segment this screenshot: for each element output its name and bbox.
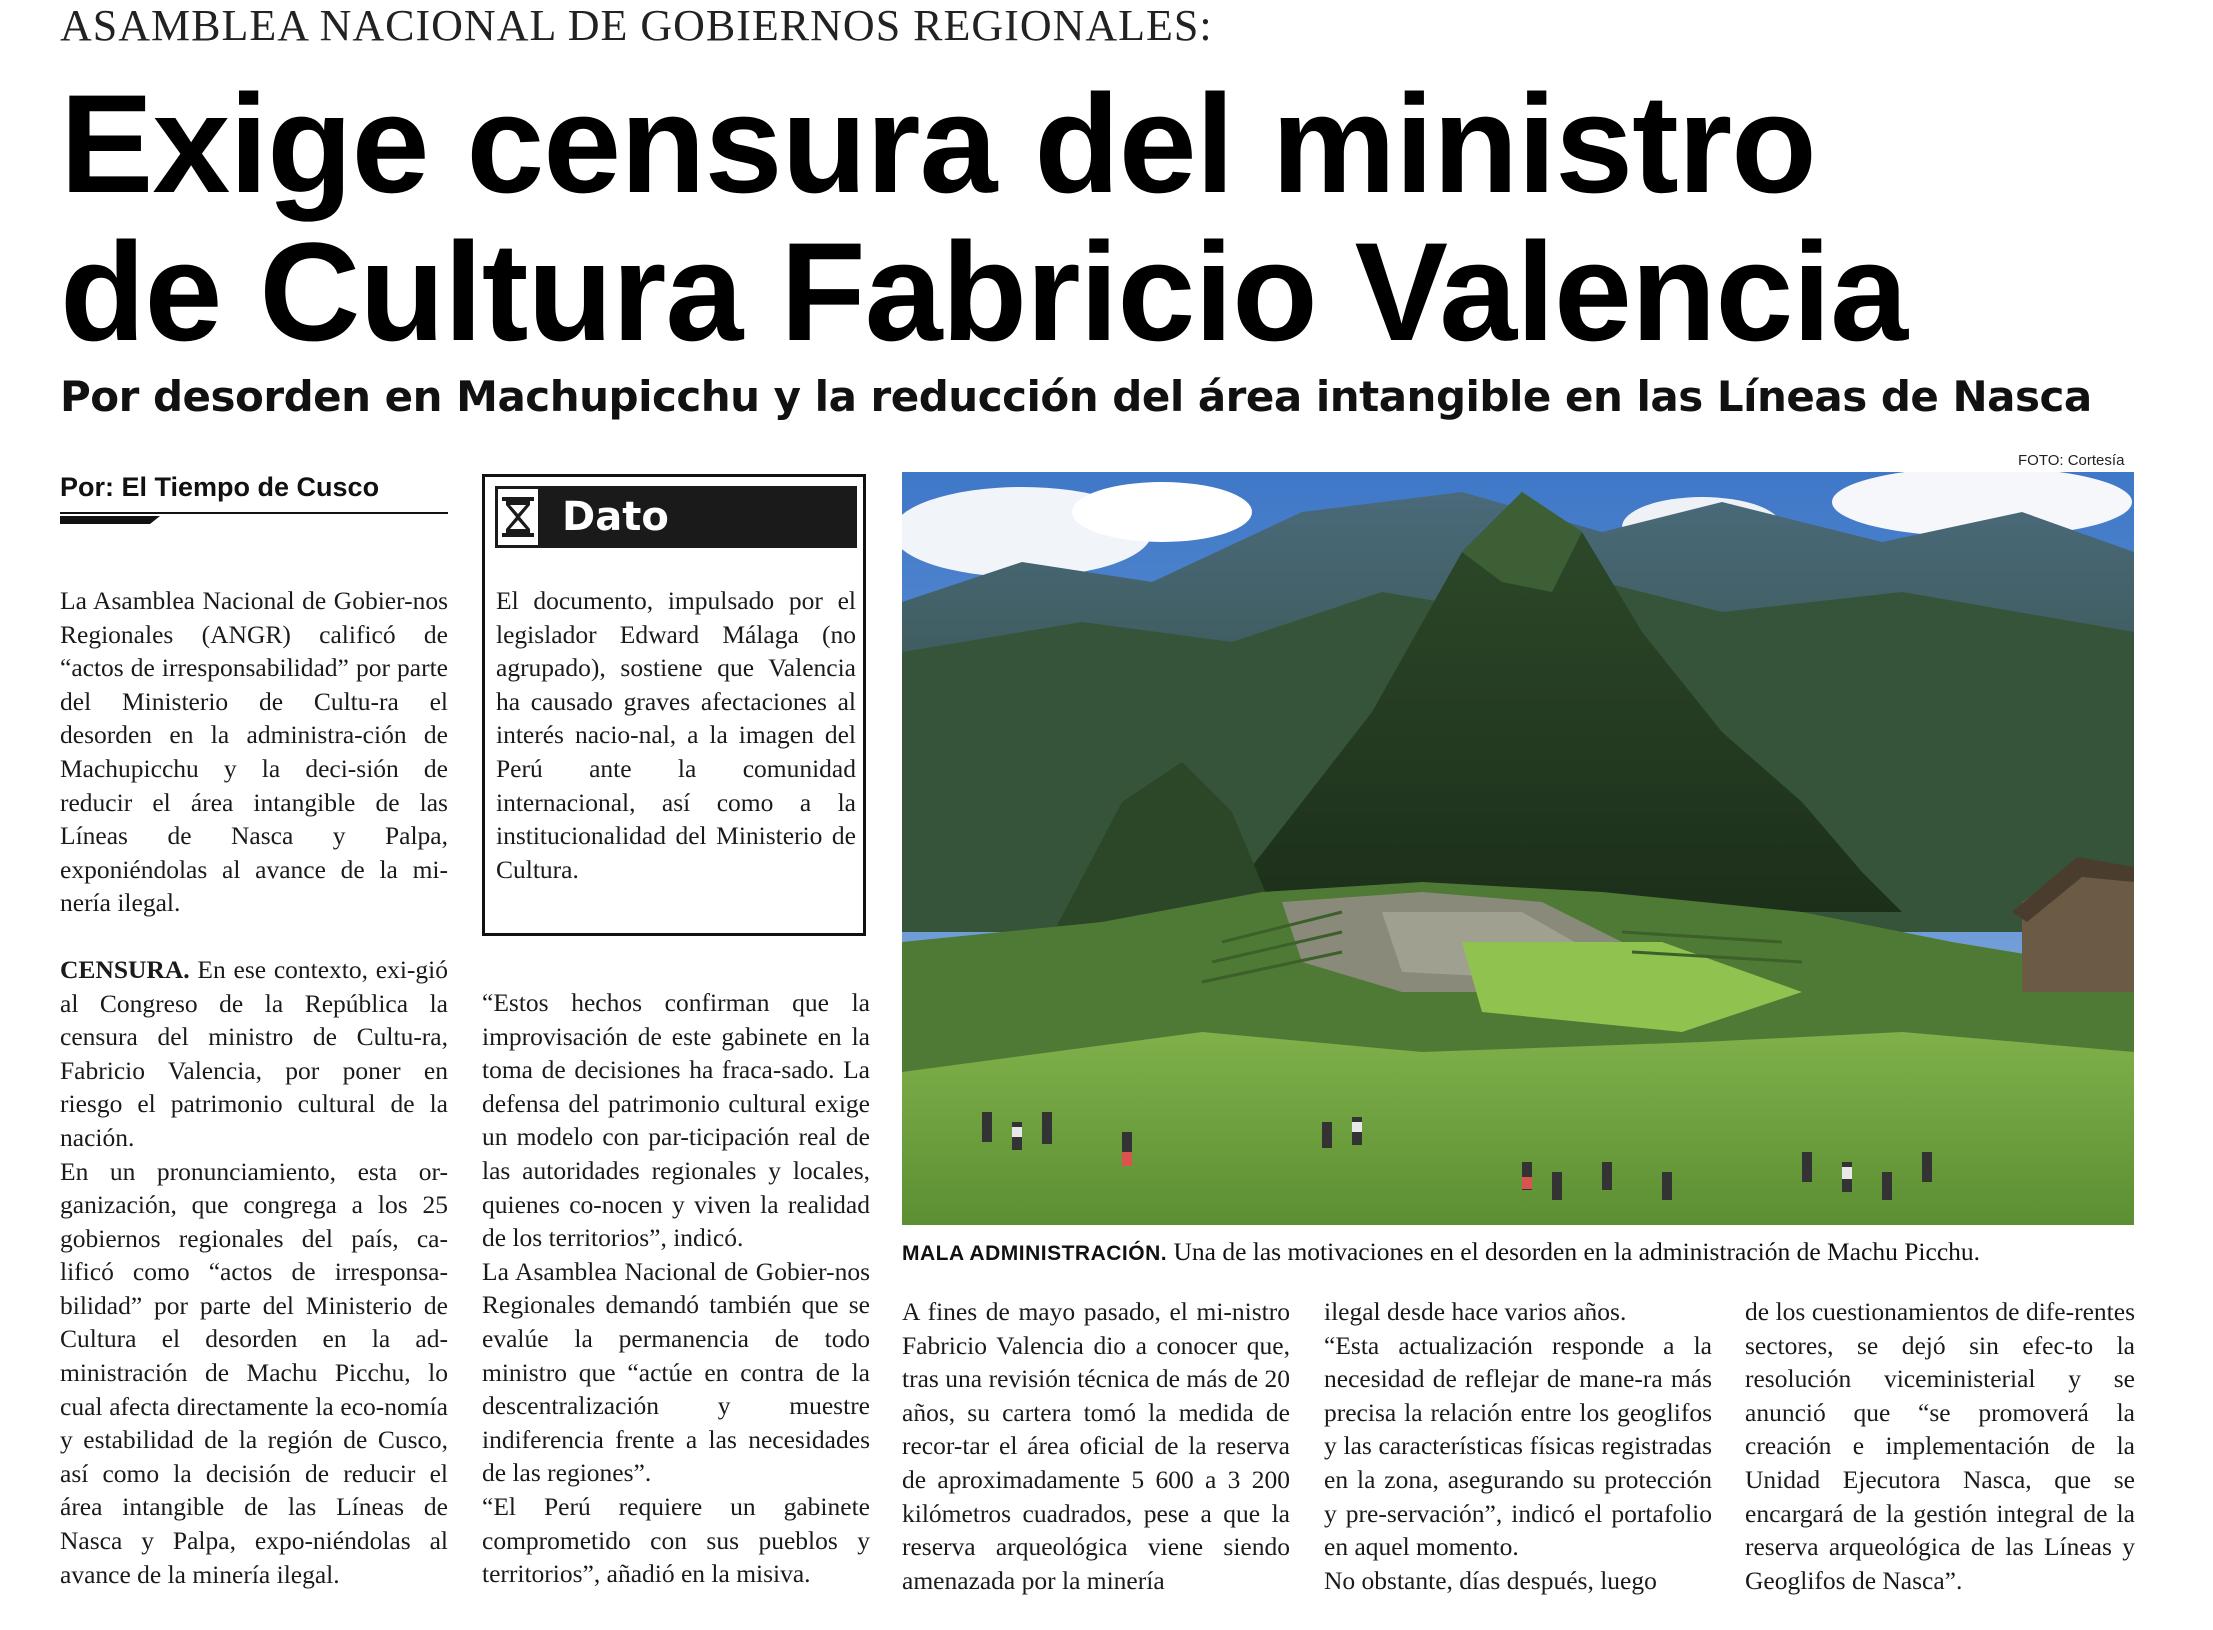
col1-paragraph-1: La Asamblea Nacional de Gobier-nos Regionales (ANGR) calificó de “actos de irresponsabilidad” por parte del Ministerio de Cultu-ra el desorden en la administra-ción de Machupicchu y la deci-sión de reducir el área intangible de las Líneas de Nasca y Palpa, exponiéndolas al avance de la mi-nería ilegal. xyxy=(60,586,448,918)
col4-paragraph-3: No obstante, días después, luego xyxy=(1324,1565,1657,1595)
col1-paragraph-2 xyxy=(60,953,448,1155)
col5-paragraph-1: de los cuestionamientos de dife-rentes sectores, se dejó sin efec-to la resolución viceministerial y se anunció que “se promoverá la creación e implementación de la Unidad Ejecutora Nasca, que se encargará de la gestión integral de la reserva arqueológica de las Líneas y Geoglifos de Nasca”. xyxy=(1745,1297,2135,1595)
caption-lead: MALA ADMINISTRACIÓN. xyxy=(902,1242,1168,1265)
column-2 xyxy=(482,986,870,1591)
article-headline xyxy=(60,65,1908,370)
caption-text: Una de las motivaciones en el desorden en la administración de Machu Picchu. xyxy=(1167,1237,1981,1266)
column-5 xyxy=(1745,1295,2135,1597)
article-kicker: ASAMBLEA NACIONAL DE GOBIERNOS REGIONALES: xyxy=(60,1,1213,50)
column-4 xyxy=(1324,1295,1712,1597)
col2-paragraph-2: La Asamblea Nacional de Gobier-nos Regionales demandó también que se evalúe la permanencia de todo ministro que “actúe en contra de la descentralización y muestre indiferencia frente a las necesidades de las regiones”. xyxy=(482,1256,870,1488)
dato-text: El documento, impulsado por el legislador Edward Málaga (no agrupado), sostiene que Valencia ha causado graves afectaciones al interés nacio-nal, a la imagen del Perú ante la comunidad internacional, así como a la institucionalidad del Ministerio de Cultura. xyxy=(496,586,856,884)
col4-paragraph-1: ilegal desde hace varios años. xyxy=(1324,1297,1627,1326)
dato-header-bar xyxy=(495,486,857,548)
col2-paragraph-3: “El Perú requiere un gabinete comprometido con sus pueblos y territorios”, añadió en la misiva. xyxy=(482,1491,870,1589)
article-byline: Por: El Tiempo de Cusco xyxy=(60,470,448,514)
headline-line-1: Exige censura del ministro xyxy=(60,65,1816,222)
photo-caption xyxy=(902,1236,2134,1270)
col1-paragraph-3: En un pronunciamiento, esta or-ganización, que congrega a los 25 gobiernos regionales del país, ca-lificó como “actos de irresponsa-bilidad” por parte del Ministerio de Cultura el desorden en la ad-ministración de Machu Picchu, lo cual afecta directamente la eco-nomía y estabilidad de la región de Cusco, así como la decisión de reducir el área intangible de las Líneas de Nasca y Palpa, expo-niéndolas al avance de la minería ilegal. xyxy=(60,1156,448,1589)
hourglass-icon xyxy=(495,486,541,548)
photo-credit: FOTO: Cortesía xyxy=(2018,452,2125,469)
byline-rule-accent xyxy=(60,516,160,524)
censura-lead: CENSURA. xyxy=(60,954,190,984)
column-1 xyxy=(60,584,448,1591)
col4-paragraph-2: “Esta actualización responde a la necesidad de reflejar de mane-ra más precisa la relación entre los geoglifos y las características físicas registradas en la zona, asegurando su protección y pre-servación”, indicó el portafolio en aquel momento. xyxy=(1324,1330,1712,1562)
col3-paragraph-1: A fines de mayo pasado, el mi-nistro Fabricio Valencia dio a conocer que, tras una revisión técnica de más de 20 años, su cartera tomó la medida de recor-tar el área oficial de la reserva de aproximadamente 5 600 a 3 200 kilómetros cuadrados, pese a que la reserva arqueológica viene siendo amenazada por la minería xyxy=(902,1297,1290,1595)
article-subhead: Por desorden en Machupicchu y la reducción del área intangible en las Líneas de Nasca xyxy=(60,372,2092,421)
col2-paragraph-1: “Estos hechos confirman que la improvisación de este gabinete en la toma de decisiones ha fraca-sado. La defensa del patrimonio cultural exige un modelo con par-ticipación real de las autoridades regionales y locales, quienes co-nocen y viven la realidad de los territorios”, indicó. xyxy=(482,988,870,1253)
headline-line-2: de Cultura Fabricio Valencia xyxy=(60,213,1908,370)
machu-picchu-photo xyxy=(902,472,2134,1225)
dato-title: Dato xyxy=(562,494,669,540)
col1-paragraph-2-text: En ese contexto, exi-gió al Congreso de la República la censura del ministro de Cultu-ra, Fabricio Valencia, por poner en riesgo el patrimonio cultural de la nación. xyxy=(60,954,448,1152)
column-3 xyxy=(902,1295,1290,1597)
